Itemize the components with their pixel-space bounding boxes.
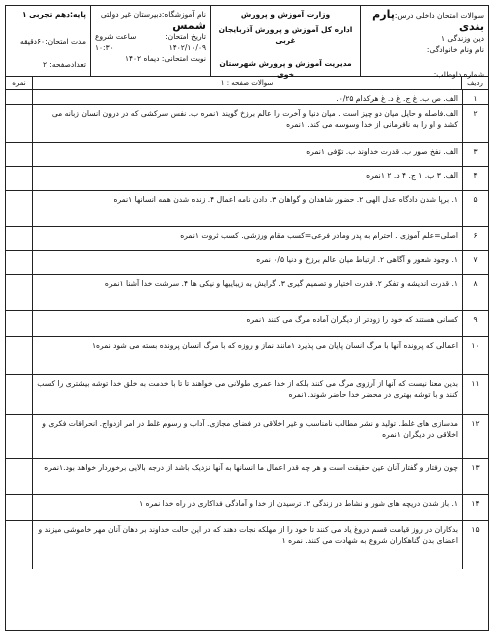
answer-text: ۱. برپا شدن دادگاه عدل الهی ۲. حضور شاهدان و گواهان ۳. دادن نامه اعمال ۴. زنده شدن همه انسانها ۱نمره [32,191,462,226]
exam-duration: مدت امتحان:۶۰دقیقه [19,37,86,46]
answer-text: ۱. باز شدن دریچه های شور و نشاط در زندگی ۲. ترسیدن از خدا و آمادگی فداکاری در راه خدا نمره ۱ [32,495,462,520]
row-number: ۱ [462,90,488,104]
row-number: ۱۵ [462,521,488,569]
score-cell [6,415,32,458]
row-number: ۳ [462,143,488,166]
row-number: ۷ [462,251,488,274]
table-row [6,227,488,251]
score-cell [6,521,32,569]
subject-name: دین وزندگی ۱ [440,34,484,43]
school-label: نام آموزشگاه:دبیرستان غیر دولتی [100,10,206,19]
date-time-row [95,31,206,42]
seat-number-label: شماره داوطلب: [433,70,484,79]
table-row [6,311,488,337]
table-row [6,275,488,311]
table-row [6,495,488,521]
table-header [6,77,488,90]
row-number: ۱۴ [462,495,488,520]
table-row [6,191,488,227]
start-time-label: ساعت شروع [95,32,137,41]
subject-label: سوالات امتحان داخلی درس: [394,11,484,20]
exam-answer-sheet [5,5,489,631]
row-number: ۱۱ [462,375,488,414]
header-ministry-cell [210,6,360,79]
exam-header [6,6,488,77]
table-row [6,459,488,495]
exam-date-label: تاریخ امتحان: [165,32,206,41]
table-row [6,90,488,105]
subject-title: پارم بندی [372,8,484,33]
score-cell [6,495,32,520]
table-row [6,337,488,375]
score-cell [6,375,32,414]
table-row [6,375,488,415]
table-row [6,167,488,191]
answer-text: الف. نفخ صور ب. قدرت خداوند ب. توّفی ۱نمره [32,143,462,166]
table-row [6,251,488,275]
page-count: تعدادصفحه: ۲ [42,60,86,69]
grade-label: پایه:دهم تجربی ۱ [21,10,86,19]
answer-text: کسانی هستند که خود را زودتر از دیگران آماده مرگ می کنند ۱نمره [32,311,462,336]
row-number: ۱۳ [462,459,488,494]
score-cell [6,191,32,226]
answer-text: مدسازی های غلط. تولید و نشر مطالب نامناسب و غیر اخلاقی در فضای مجازی. آداب و رسوم غلط در امر ازدواج. انحرافات فکری و اخلاقی در دیگران ۱نمره [32,415,462,458]
answer-text: بدین معنا نیست که آنها از آرزوی مرگ می کنند بلکه از خدا عمری طولانی می خواهند تا تا با خدمت به خلق خدا توشه بیشتری را کسب کنند و با توشه بهتری در محضر خدا حاضر شوند.۱نمره [32,375,462,414]
score-cell [6,459,32,494]
row-number: ۸ [462,275,488,310]
header-grade-cell [6,6,90,76]
school-name: شمس [172,19,206,32]
table-row [6,415,488,459]
answer-text: اعمالی که پرونده آنها با مرگ انسان پایان می پذیرد ۱مانند نماز و روزه که با مرگ انسان پرونده بسته می شود نمره۱ [32,337,462,374]
exam-term: نوبت امتحانی: دیماه ۱۴۰۲ [124,54,206,63]
score-cell [6,105,32,142]
answer-text: اصلی=علم آموزی . احترام به پدر ومادر فرعی=کسب مقام ورزشی. کسب ثروت ۱نمره [32,227,462,250]
province-office: اداره کل آموزش و پرورش آذربایجان غربی [218,25,353,45]
row-number: ۲ [462,105,488,142]
column-score: نمره [12,79,26,87]
row-number: ۱۲ [462,415,488,458]
answer-text: ۱. وجود شعور و آگاهی ۲. ارتباط میان عالم برزخ و دنیا ۰/۵ نمره [32,251,462,274]
table-row [6,521,488,569]
start-time-value: ۱۰:۳۰ [95,43,114,52]
row-number: ۹ [462,311,488,336]
score-cell [6,227,32,250]
row-number: ۵ [462,191,488,226]
column-row-number: ردیف [461,77,488,89]
exam-date-value: ۱۴۰۲/۱۰/۰۹ [168,43,206,52]
score-cell [6,90,32,104]
answer-text: الف. ص ب. غ ج. غ د. غ هرکدام ۰/۲۵. [32,90,462,104]
header-subject-cell [360,6,488,79]
table-row [6,105,488,143]
header-school-cell [90,6,210,76]
answer-text: الف. ۳ ب. ۱ ج. ۴ د. ۲ ۱نمره [32,167,462,190]
table-row [6,143,488,167]
student-name-label: نام ونام خانوادگی: [426,45,484,54]
row-number: ۱۰ [462,337,488,374]
date-time-values [95,42,206,53]
score-cell [6,275,32,310]
questions-table [6,90,488,569]
score-cell [6,311,32,336]
ministry-name: وزارت آموزش و پرورش [240,10,331,19]
row-number: ۴ [462,167,488,190]
answer-text: چون رفتار و گفتار آنان عین حقیقت است و هر چه قدر اعمال ما انسانها به آنها نزدیک باشد از درجه بالایی برخوردار خواهد بود.۱نمره [32,459,462,494]
column-questions: سوالات صفحه : ۱ [32,77,461,89]
score-cell [6,143,32,166]
answer-text: ۱. قدرت اندیشه و تفکر ۲. قدرت اختیار و تصمیم گیری ۳. گرایش به زیباییها و نیکی ها ۴. سرشت خدا آشنا ۱نمره [32,275,462,310]
row-number: ۶ [462,227,488,250]
city-office: مدیریت آموزش و پرورش شهرستان خوی [219,59,352,79]
answer-text: بدکاران در روز قیامت قسم دروغ یاد می کنند تا خود را از مهلکه نجات دهند که در این حالت خداوند بر دهان آنان مهر خاموشی میزند و اعضای بدن گناهکاران شروع به شهادت می کنند. نمره ۱ [32,521,462,569]
score-cell [6,167,32,190]
score-cell [6,251,32,274]
score-cell [6,337,32,374]
answer-text: الف.فاصله و حایل میان دو چیز است . میان دنیا و آخرت را عالم برزخ گویند ۱نمره ب. نفس سرکشی که در درون انسان زبانه می کشد و او را به نافرمانی از خدا وسوسه می کند. ۱نمره [32,105,462,142]
